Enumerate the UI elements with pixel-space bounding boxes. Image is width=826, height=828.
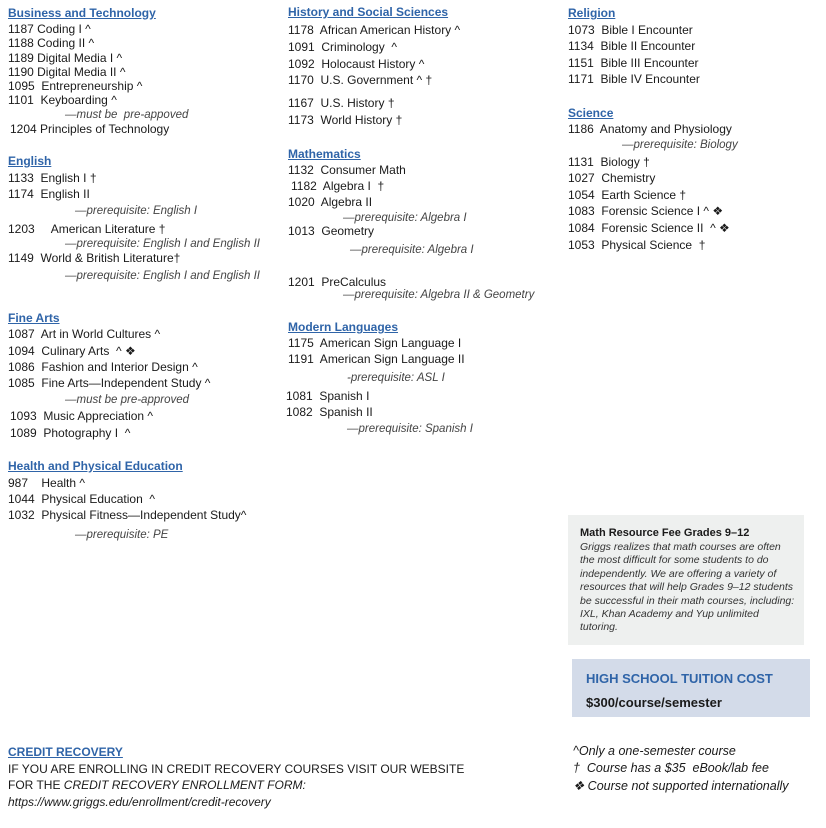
course-item: 1094 Culinary Arts ^ ❖ bbox=[8, 344, 136, 358]
legend-not-international: ❖ Course not supported internationally bbox=[573, 779, 789, 793]
course-item: 1086 Fashion and Interior Design ^ bbox=[8, 360, 198, 374]
course-item: 1089 Photography I ^ bbox=[10, 426, 131, 440]
course-item: 1201 PreCalculus bbox=[288, 275, 387, 289]
section-heading-history: History and Social Sciences bbox=[288, 5, 449, 19]
section-heading-english: English bbox=[8, 154, 52, 168]
credit-recovery-heading: CREDIT RECOVERY bbox=[8, 745, 123, 759]
section-heading-languages: Modern Languages bbox=[288, 320, 399, 334]
course-item: 1084 Forensic Science II ^ ❖ bbox=[568, 221, 730, 235]
course-item: 1167 U.S. History † bbox=[288, 96, 395, 110]
course-item: 1053 Physical Science † bbox=[568, 238, 706, 252]
math-fee-title: Math Resource Fee Grades 9–12 bbox=[580, 527, 750, 539]
course-item: 1175 American Sign Language I bbox=[288, 336, 462, 350]
course-item: 1190 Digital Media II ^ bbox=[8, 65, 126, 79]
course-note: —prerequisite: Algebra I bbox=[343, 212, 467, 224]
course-note: —prerequisite: Algebra II & Geometry bbox=[343, 289, 535, 301]
course-item: 1178 African American History ^ bbox=[288, 23, 461, 37]
course-item: 1187 Coding I ^ bbox=[8, 22, 91, 36]
course-note: —must be pre-appoved bbox=[65, 109, 189, 121]
credit-recovery-form-line bbox=[8, 778, 306, 792]
legend-fee: † Course has a $35 eBook/lab fee bbox=[573, 761, 769, 775]
course-item: 1133 English I † bbox=[8, 171, 97, 185]
course-item: 1204 Principles of Technology bbox=[10, 122, 170, 136]
course-item: 1132 Consumer Math bbox=[288, 163, 406, 177]
course-note: —prerequisite: English I and English II bbox=[65, 270, 260, 282]
course-item: 1173 World History † bbox=[288, 113, 403, 127]
course-item: 1170 U.S. Government ^ † bbox=[288, 73, 433, 87]
math-resource-fee-box bbox=[568, 515, 804, 645]
section-heading-religion: Religion bbox=[568, 6, 616, 20]
credit-recovery-text: IF YOU ARE ENROLLING IN CREDIT RECOVERY COURSES VISIT OUR WEBSITE bbox=[8, 762, 465, 776]
course-item: 1073 Bible I Encounter bbox=[568, 23, 693, 37]
section-heading-math: Mathematics bbox=[288, 147, 361, 161]
course-item: 1203 American Literature † bbox=[8, 222, 166, 236]
credit-recovery-form-name: CREDIT RECOVERY ENROLLMENT FORM: bbox=[63, 778, 306, 792]
course-note: —must be pre-approved bbox=[65, 394, 190, 406]
course-item: 1027 Chemistry bbox=[568, 171, 656, 185]
course-item: 1191 American Sign Language II bbox=[288, 352, 465, 366]
course-note: -prerequisite: ASL I bbox=[347, 372, 445, 384]
course-item: 1081 Spanish I bbox=[286, 389, 370, 403]
course-note: —prerequisite: Algebra I bbox=[350, 244, 474, 256]
legend-one-semester: ^Only a one-semester course bbox=[573, 744, 736, 758]
tuition-price: $300/course/semester bbox=[586, 695, 722, 710]
course-item: 1149 World & British Literature† bbox=[8, 251, 181, 265]
course-item: 1044 Physical Education ^ bbox=[8, 492, 156, 506]
course-note: —prerequisite: PE bbox=[75, 529, 169, 541]
course-item: 1174 English II bbox=[8, 187, 90, 201]
course-note: —prerequisite: English I and English II bbox=[65, 238, 260, 250]
course-item: 1134 Bible II Encounter bbox=[568, 39, 696, 53]
tuition-box bbox=[572, 659, 810, 717]
section-heading-fine-arts: Fine Arts bbox=[8, 311, 60, 325]
course-item: 1095 Entrepreneurship ^ bbox=[8, 79, 143, 93]
course-item: 1082 Spanish II bbox=[286, 405, 373, 419]
course-item: 1054 Earth Science † bbox=[568, 188, 687, 202]
course-item: 987 Health ^ bbox=[8, 476, 86, 490]
course-item: 1093 Music Appreciation ^ bbox=[10, 409, 154, 423]
math-fee-body: Griggs realizes that math courses are often the most difficult for some students to do independently. We are offering a variety of resources that will help Grades 9–12 students be successful in their math courses, including: IXL, Khan Academy and Yup unlimited tutoring. bbox=[580, 541, 795, 634]
section-heading-business: Business and Technology bbox=[8, 6, 156, 20]
course-item: 1087 Art in World Cultures ^ bbox=[8, 327, 161, 341]
course-item: 1083 Forensic Science I ^ ❖ bbox=[568, 204, 724, 218]
course-item: 1020 Algebra II bbox=[288, 195, 373, 209]
course-item: 1189 Digital Media I ^ bbox=[8, 51, 123, 65]
course-item: 1182 Algebra I † bbox=[291, 179, 385, 193]
course-note: —prerequisite: English I bbox=[75, 205, 198, 217]
course-note: —prerequisite: Spanish I bbox=[347, 423, 473, 435]
course-item: 1091 Criminology ^ bbox=[288, 40, 398, 54]
tuition-title: HIGH SCHOOL TUITION COST bbox=[586, 671, 773, 686]
course-item: 1188 Coding II ^ bbox=[8, 36, 95, 50]
course-item: 1101 Keyboarding ^ bbox=[8, 93, 117, 107]
course-item: 1085 Fine Arts—Independent Study ^ bbox=[8, 376, 211, 390]
course-item: 1032 Physical Fitness—Independent Study^ bbox=[8, 508, 247, 522]
course-item: 1013 Geometry bbox=[288, 224, 375, 238]
credit-recovery-link[interactable]: https://www.griggs.edu/enrollment/credit-recovery bbox=[8, 795, 271, 809]
section-heading-health: Health and Physical Education bbox=[8, 459, 183, 473]
course-item: 1131 Biology † bbox=[568, 155, 650, 169]
section-heading-science: Science bbox=[568, 106, 614, 120]
credit-recovery-prefix: FOR THE bbox=[8, 778, 64, 792]
course-item: 1092 Holocaust History ^ bbox=[288, 57, 425, 71]
course-note: —prerequisite: Biology bbox=[622, 139, 738, 151]
course-item: 1151 Bible III Encounter bbox=[568, 56, 699, 70]
course-item: 1186 Anatomy and Physiology bbox=[568, 122, 732, 136]
course-item: 1171 Bible IV Encounter bbox=[568, 72, 700, 86]
